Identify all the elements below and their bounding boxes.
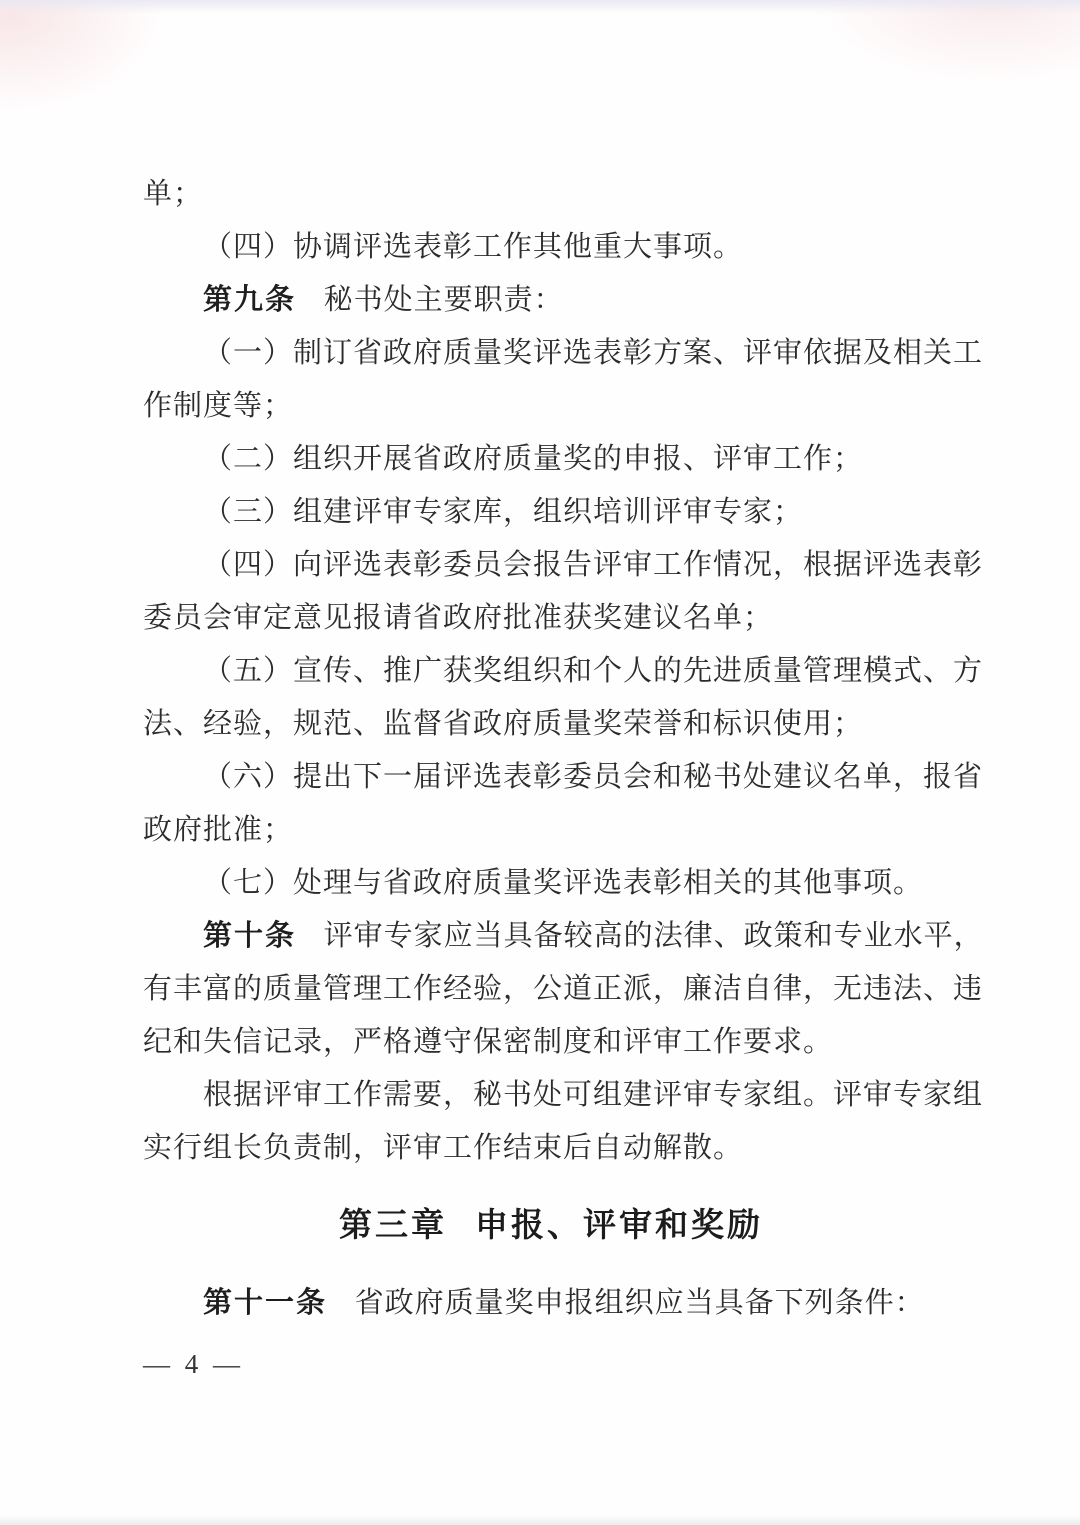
article-line [143,274,959,327]
article-text: 省政府质量奖申报组织应当具备下列条件： [354,1287,925,1319]
chapter-title: 申报、评审和奖励 [475,1208,764,1244]
chapter-number: 第三章 [338,1208,447,1244]
chapter-heading [143,1195,959,1257]
text-line: 实行组长负责制，评审工作结束后自动解散。 [143,1132,744,1164]
article-line [143,910,984,963]
text-line: （四）向评选表彰委员会报告评审工作情况，根据评选表彰 [203,549,984,581]
text-line: （七）处理与省政府质量奖评选表彰相关的其他事项。 [203,867,924,899]
text-line: （四）协调评选表彰工作其他重大事项。 [203,231,744,263]
text-line: 有丰富的质量管理工作经验，公道正派，廉洁自律，无违法、违 [143,973,984,1005]
text-line: 纪和失信记录，严格遵守保密制度和评审工作要求。 [143,1026,834,1058]
text-line: 单； [143,178,204,210]
text-line: （一）制订省政府质量奖评选表彰方案、评审依据及相关工 [203,337,984,369]
text-line: （三）组建评审专家库，组织培训评审专家； [203,496,804,528]
text-line: （二）组织开展省政府质量奖的申报、评审工作； [203,443,864,475]
article-number: 第十一条 [203,1287,328,1319]
text-line: 委员会审定意见报请省政府批准获奖建议名单； [143,602,774,634]
text-line: （五）宣传、推广获奖组织和个人的先进质量管理模式、方 [203,655,984,687]
document-body [143,168,984,1384]
text-line: 根据评审工作需要，秘书处可组建评审专家组。评审专家组 [203,1079,984,1111]
text-line: 作制度等； [143,390,294,422]
article-number: 第十条 [203,920,297,952]
page-number: — 4 — [143,1349,244,1379]
article-line [143,1277,959,1330]
article-text: 评审专家应当具备较高的法律、政策和专业水平， [323,920,984,952]
article-text: 秘书处主要职责： [323,284,564,316]
text-line: （六）提出下一届评选表彰委员会和秘书处建议名单，报省 [203,761,984,793]
text-line: 政府批准； [143,814,294,846]
text-line: 法、经验，规范、监督省政府质量奖荣誉和标识使用； [143,708,864,740]
article-number: 第九条 [203,284,297,316]
